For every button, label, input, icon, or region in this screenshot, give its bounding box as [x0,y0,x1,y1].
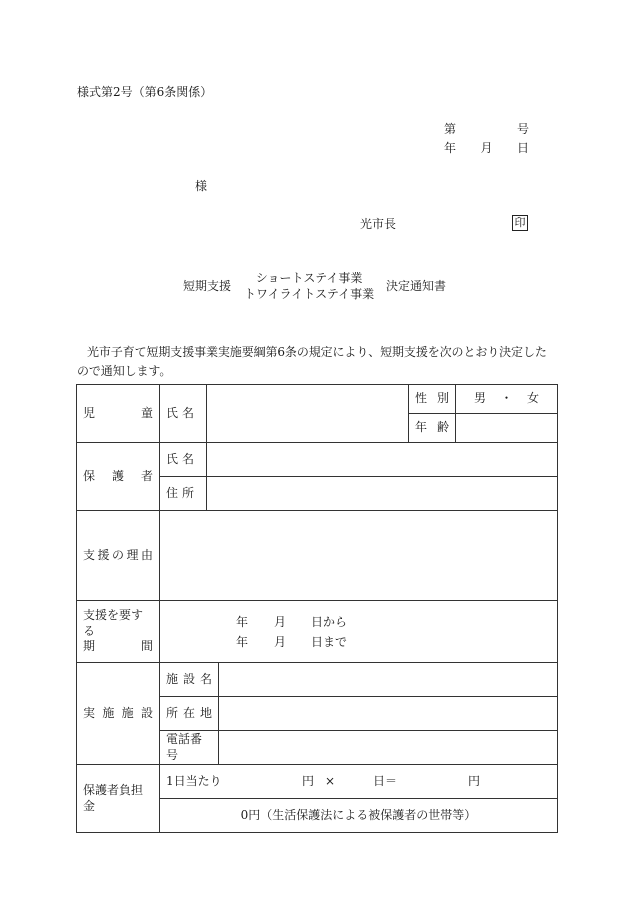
guardian-name-label: 氏 名 [160,443,207,477]
facility-phone-field[interactable] [219,731,558,765]
title-right: 決定通知書 [386,279,447,293]
fee-exempt-note: 0円（生活保護法による被保護者の世帯等） [160,799,558,833]
age-field[interactable] [456,414,558,443]
child-header: 児 童 [77,385,160,443]
facility-location-field[interactable] [219,697,558,731]
period-field[interactable] [160,601,558,663]
date-day: 日 [516,141,529,155]
number-suffix: 号 [516,122,529,136]
guardian-address-label: 住 所 [160,477,207,511]
yen-label-1: 円 [302,773,315,788]
form-number-title: 様式第2号（第6条関係） [77,85,213,99]
per-day-label: 1日当たり [166,773,222,788]
sex-label: 性 別 [409,385,456,414]
title-left: 短期支援 [183,279,232,293]
facility-name-label: 施 設 名 [160,663,219,697]
period-to-line: 年 月 日まで [236,634,348,649]
guardian-header: 保 護 者 [77,443,160,511]
date-month: 月 [480,141,493,155]
fee-header: 保護者負担金 [77,765,160,833]
days-equals-label: 日＝ [373,773,398,788]
facility-header: 実 施 施 設 [77,663,160,765]
number-prefix: 第 [444,122,457,136]
notice-body-text: 光市子育て短期支援事業実施要綱第6条の規定により、短期支援を次のとおり決定したので通知します。 [77,345,547,378]
period-from-line: 年 月 日から [236,614,348,629]
document-number-line [444,123,529,135]
sex-field[interactable] [456,385,558,414]
guardian-address-field[interactable] [207,477,558,511]
child-name-label: 氏 名 [160,385,207,443]
sex-female: 女 [526,391,539,406]
reason-field[interactable] [160,511,558,601]
yen-label-2: 円 [468,773,481,788]
sex-separator: ・ [500,391,513,406]
sex-male: 男 [474,391,487,406]
facility-name-field[interactable] [219,663,558,697]
addressee-honorific: 様 [195,179,208,193]
age-label: 年 齢 [409,414,456,443]
decision-table [76,384,558,833]
reason-header: 支 援 の 理 由 [77,511,160,601]
issuer-name: 光市長 [360,217,397,231]
fee-calculation-field[interactable] [160,765,558,799]
seal-mark: 印 [512,215,528,231]
guardian-name-field[interactable] [207,443,558,477]
date-year: 年 [444,141,457,155]
title-program-stack [244,270,374,302]
facility-phone-label: 電話番号 [160,731,219,765]
title-shortstay: ショートステイ事業 [255,271,363,285]
times-sign: × [325,773,336,788]
child-name-field[interactable] [207,385,409,443]
issue-date-line [444,142,529,154]
facility-location-label: 所 在 地 [160,697,219,731]
period-header: 支援を要する 期 間 [77,601,160,663]
title-twilightstay: トワイライトステイ事業 [244,287,375,301]
